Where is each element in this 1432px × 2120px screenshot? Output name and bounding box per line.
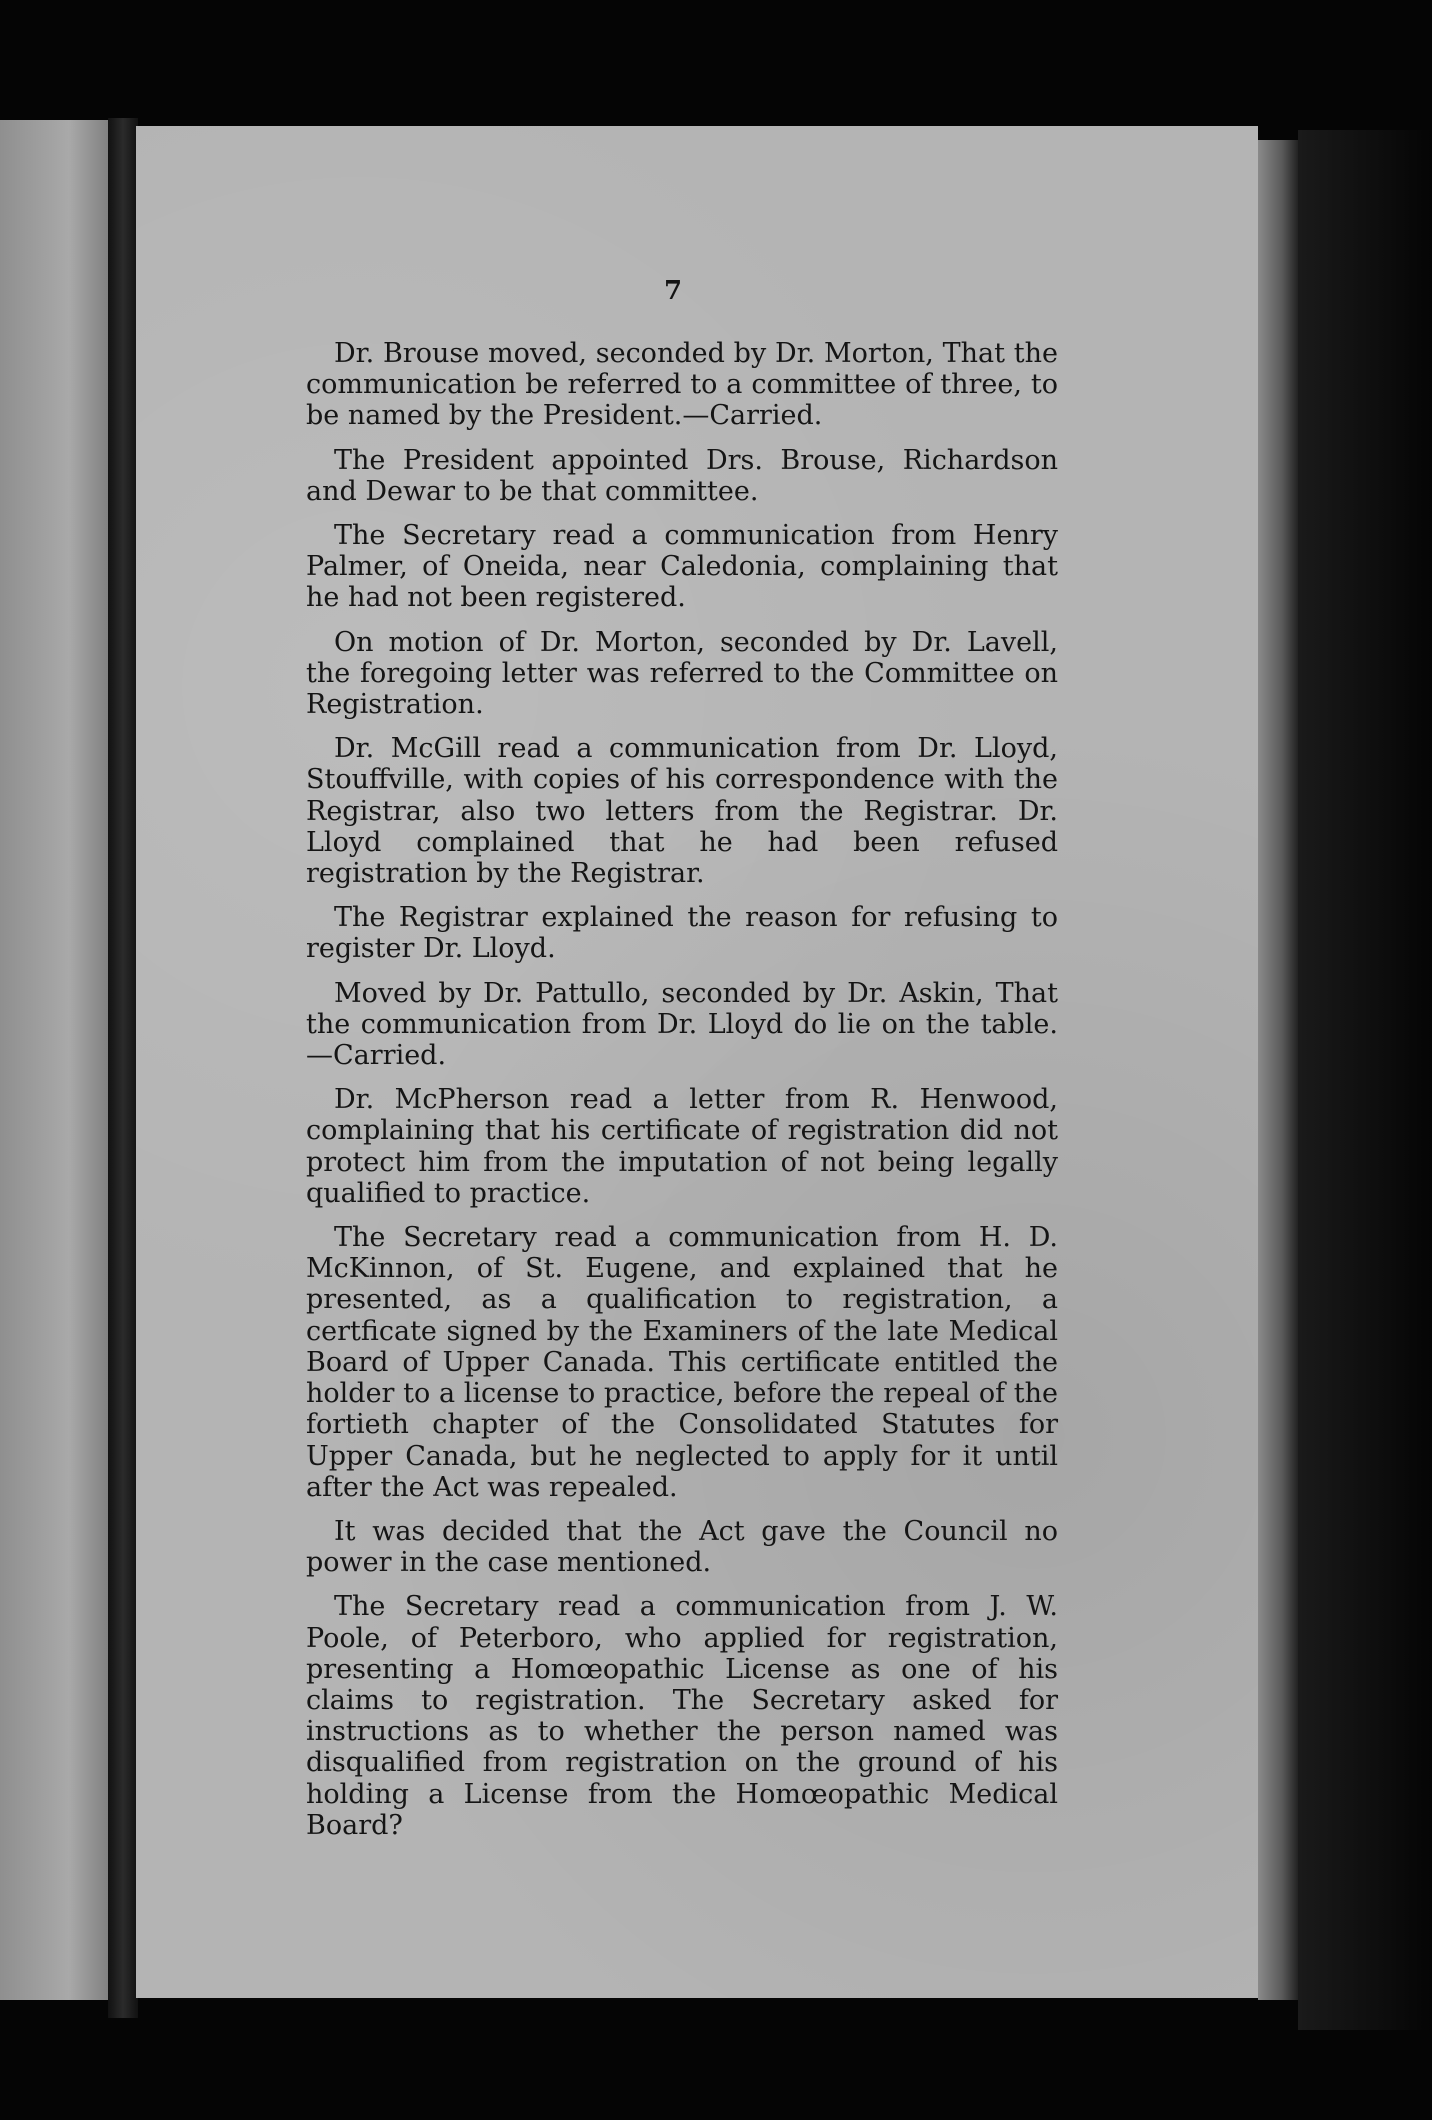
page-number: 7 bbox=[664, 276, 683, 306]
paragraph: On motion of Dr. Morton, seconded by Dr. Lavell, the foregoing letter was referred to the Committee on Registration. bbox=[306, 626, 1058, 721]
paragraph: The President appointed Drs. Brouse, Richardson and Dewar to be that committee. bbox=[306, 444, 1058, 507]
paragraph: The Registrar explained the reason for refusing to register Dr. Lloyd. bbox=[306, 902, 1058, 965]
book-gutter bbox=[108, 118, 138, 2018]
body-text bbox=[306, 338, 1058, 1854]
paragraph: Dr. Brouse moved, seconded by Dr. Morton, That the communication be referred to a committee of three, to be named by the President.—Carried. bbox=[306, 338, 1058, 432]
paragraph: Dr. McPherson read a letter from R. Henwood, complaining that his certificate of registration did not protect him from the imputation of not being legally qualified to practice. bbox=[306, 1084, 1058, 1209]
page-stack-edge bbox=[1258, 140, 1298, 2000]
paragraph: It was decided that the Act gave the Council no power in the case mentioned. bbox=[306, 1515, 1058, 1579]
paragraph: The Secretary read a communication from J. W. Poole, of Peterboro, who applied for registration, presenting a Homœopathic License as one of his claims to registration. The Secretary asked for instructions as to whether the person named was disqualified from registration on the ground of his holding a License from the Homœopathic Medical Board? bbox=[306, 1591, 1058, 1841]
paragraph: Dr. McGill read a communication from Dr. Lloyd, Stouffville, with copies of his correspondence with the Registrar, also two letters from the Registrar. Dr. Lloyd complained that he had been refused registration by the Registrar. bbox=[306, 733, 1058, 890]
left-page-edge bbox=[0, 120, 115, 2000]
background-right bbox=[1298, 130, 1432, 2030]
paragraph: The Secretary read a communication from H. D. McKinnon, of St. Eugene, and explained that he presented, as a qualification to registration, a certficate signed by the Examiners of the late Medical Board of Upper Canada. This certificate entitled the holder to a license to practice, before the repeal of the fortieth chapter of the Consolidated Statutes for Upper Canada, but he neglected to apply for it until after the Act was repealed. bbox=[306, 1222, 1058, 1503]
paragraph: The Secretary read a communication from Henry Palmer, of Oneida, near Caledonia, complaining that he had not been registered. bbox=[306, 520, 1058, 614]
paragraph: Moved by Dr. Pattullo, seconded by Dr. Askin, That the communication from Dr. Lloyd do lie on the table.—Carried. bbox=[306, 977, 1058, 1072]
